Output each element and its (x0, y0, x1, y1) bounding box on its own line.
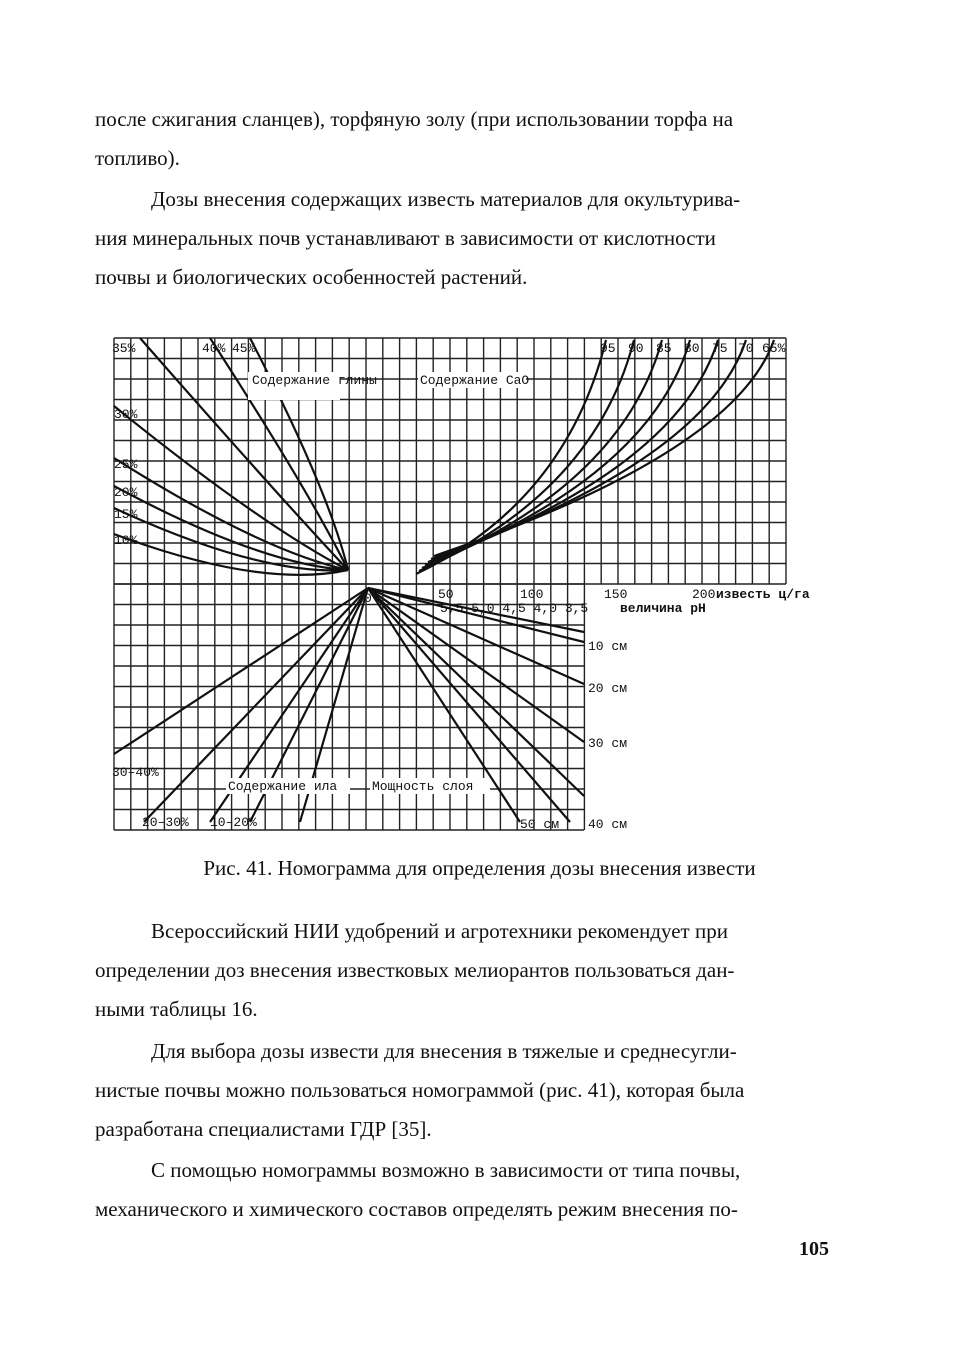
text-line: определении доз внесения известковых мелиорантов пользоваться дан- (95, 958, 735, 982)
text-line: после сжигания сланцев), торфяную золу (при использовании торфа на (95, 107, 734, 131)
paragraph-3 (95, 912, 833, 1029)
clay-label-30: 30% (114, 407, 138, 422)
humus-label-20-30: 20–30% (142, 815, 189, 830)
axis-value-50: 50 (438, 587, 454, 602)
clay-label-40: 40% (202, 341, 226, 356)
paragraph-1 (95, 100, 833, 178)
cao-label-90: 90 (628, 341, 644, 356)
lower-line (114, 588, 368, 754)
depth-label-20: 20 см (588, 681, 628, 696)
text-line: разработана специалистами ГДР [35]. (95, 1117, 432, 1141)
clay-label-45: 45% (232, 341, 256, 356)
cao-label-95: 95 (600, 341, 616, 356)
cao-label-80: 80 (684, 341, 700, 356)
cao-label-85: 85 (656, 341, 672, 356)
clay-title: Содержание глины (252, 373, 377, 388)
axis-value-150: 150 (604, 587, 628, 602)
depth-label-10: 10 см (588, 639, 628, 654)
nomogram-grid (114, 338, 786, 830)
text-line: почвы и биологических особенностей растений. (95, 265, 528, 289)
cao-label-65: 65% (762, 341, 786, 356)
depth-label-40: 40 см (588, 817, 628, 832)
text-line: механического и химического составов определять режим внесения по- (95, 1197, 738, 1221)
layer-title: Мощность слоя (372, 779, 474, 794)
text-line: ния минеральных почв устанавливают в зависимости от кислотности (95, 226, 716, 250)
lower-line (368, 588, 584, 796)
paragraph-4 (95, 1032, 833, 1149)
clay-label-35: 35% (112, 341, 136, 356)
axis-unit: известь ц/га (716, 587, 810, 602)
ph-label: величина рН (620, 601, 706, 616)
clay-label-10: 10% (114, 533, 138, 548)
text-line: ными таблицы 16. (95, 997, 258, 1021)
nomogram-figure (100, 322, 830, 842)
clay-label-25: 25% (114, 457, 138, 472)
text-line: С помощью номограммы возможно в зависимости от типа почвы, (151, 1158, 741, 1182)
humus-title: Содержание ила (228, 779, 338, 794)
ph-values: 5,5 5,0 4,5 4,0 3,5 (440, 601, 589, 616)
text-line: Всероссийский НИИ удобрений и агротехники рекомендует при (151, 919, 728, 943)
paragraph-5 (95, 1151, 833, 1229)
axis-value-100: 100 (520, 587, 544, 602)
cao-label-70: 70 (738, 341, 754, 356)
axis-value-0: 0 (364, 591, 372, 606)
page-number: 105 (799, 1238, 829, 1260)
depth-label-50: 50 см (520, 817, 560, 832)
axis-value-200: 200 (692, 587, 716, 602)
humus-label-30-40: 30–40% (112, 765, 159, 780)
paragraph-2 (95, 180, 833, 297)
cao-label-75: 75 (712, 341, 728, 356)
text-line: Для выбора дозы извести для внесения в тяжелые и среднесугли- (151, 1039, 737, 1063)
text-line: топливо). (95, 146, 180, 170)
cao-title: Содержание CaO (420, 373, 530, 388)
humus-label-10-20: 10–20% (210, 815, 257, 830)
clay-label-15: 15% (114, 507, 138, 522)
nomogram-curves (114, 338, 774, 822)
text-line: нистые почвы можно пользоваться номограммой (рис. 41), которая была (95, 1078, 745, 1102)
clay-label-20: 20% (114, 485, 138, 500)
figure-caption: Рис. 41. Номограмма для определения дозы внесения извести (203, 856, 756, 880)
text-line: Дозы внесения содержащих известь материалов для окультурива- (151, 187, 741, 211)
depth-label-30: 30 см (588, 736, 628, 751)
